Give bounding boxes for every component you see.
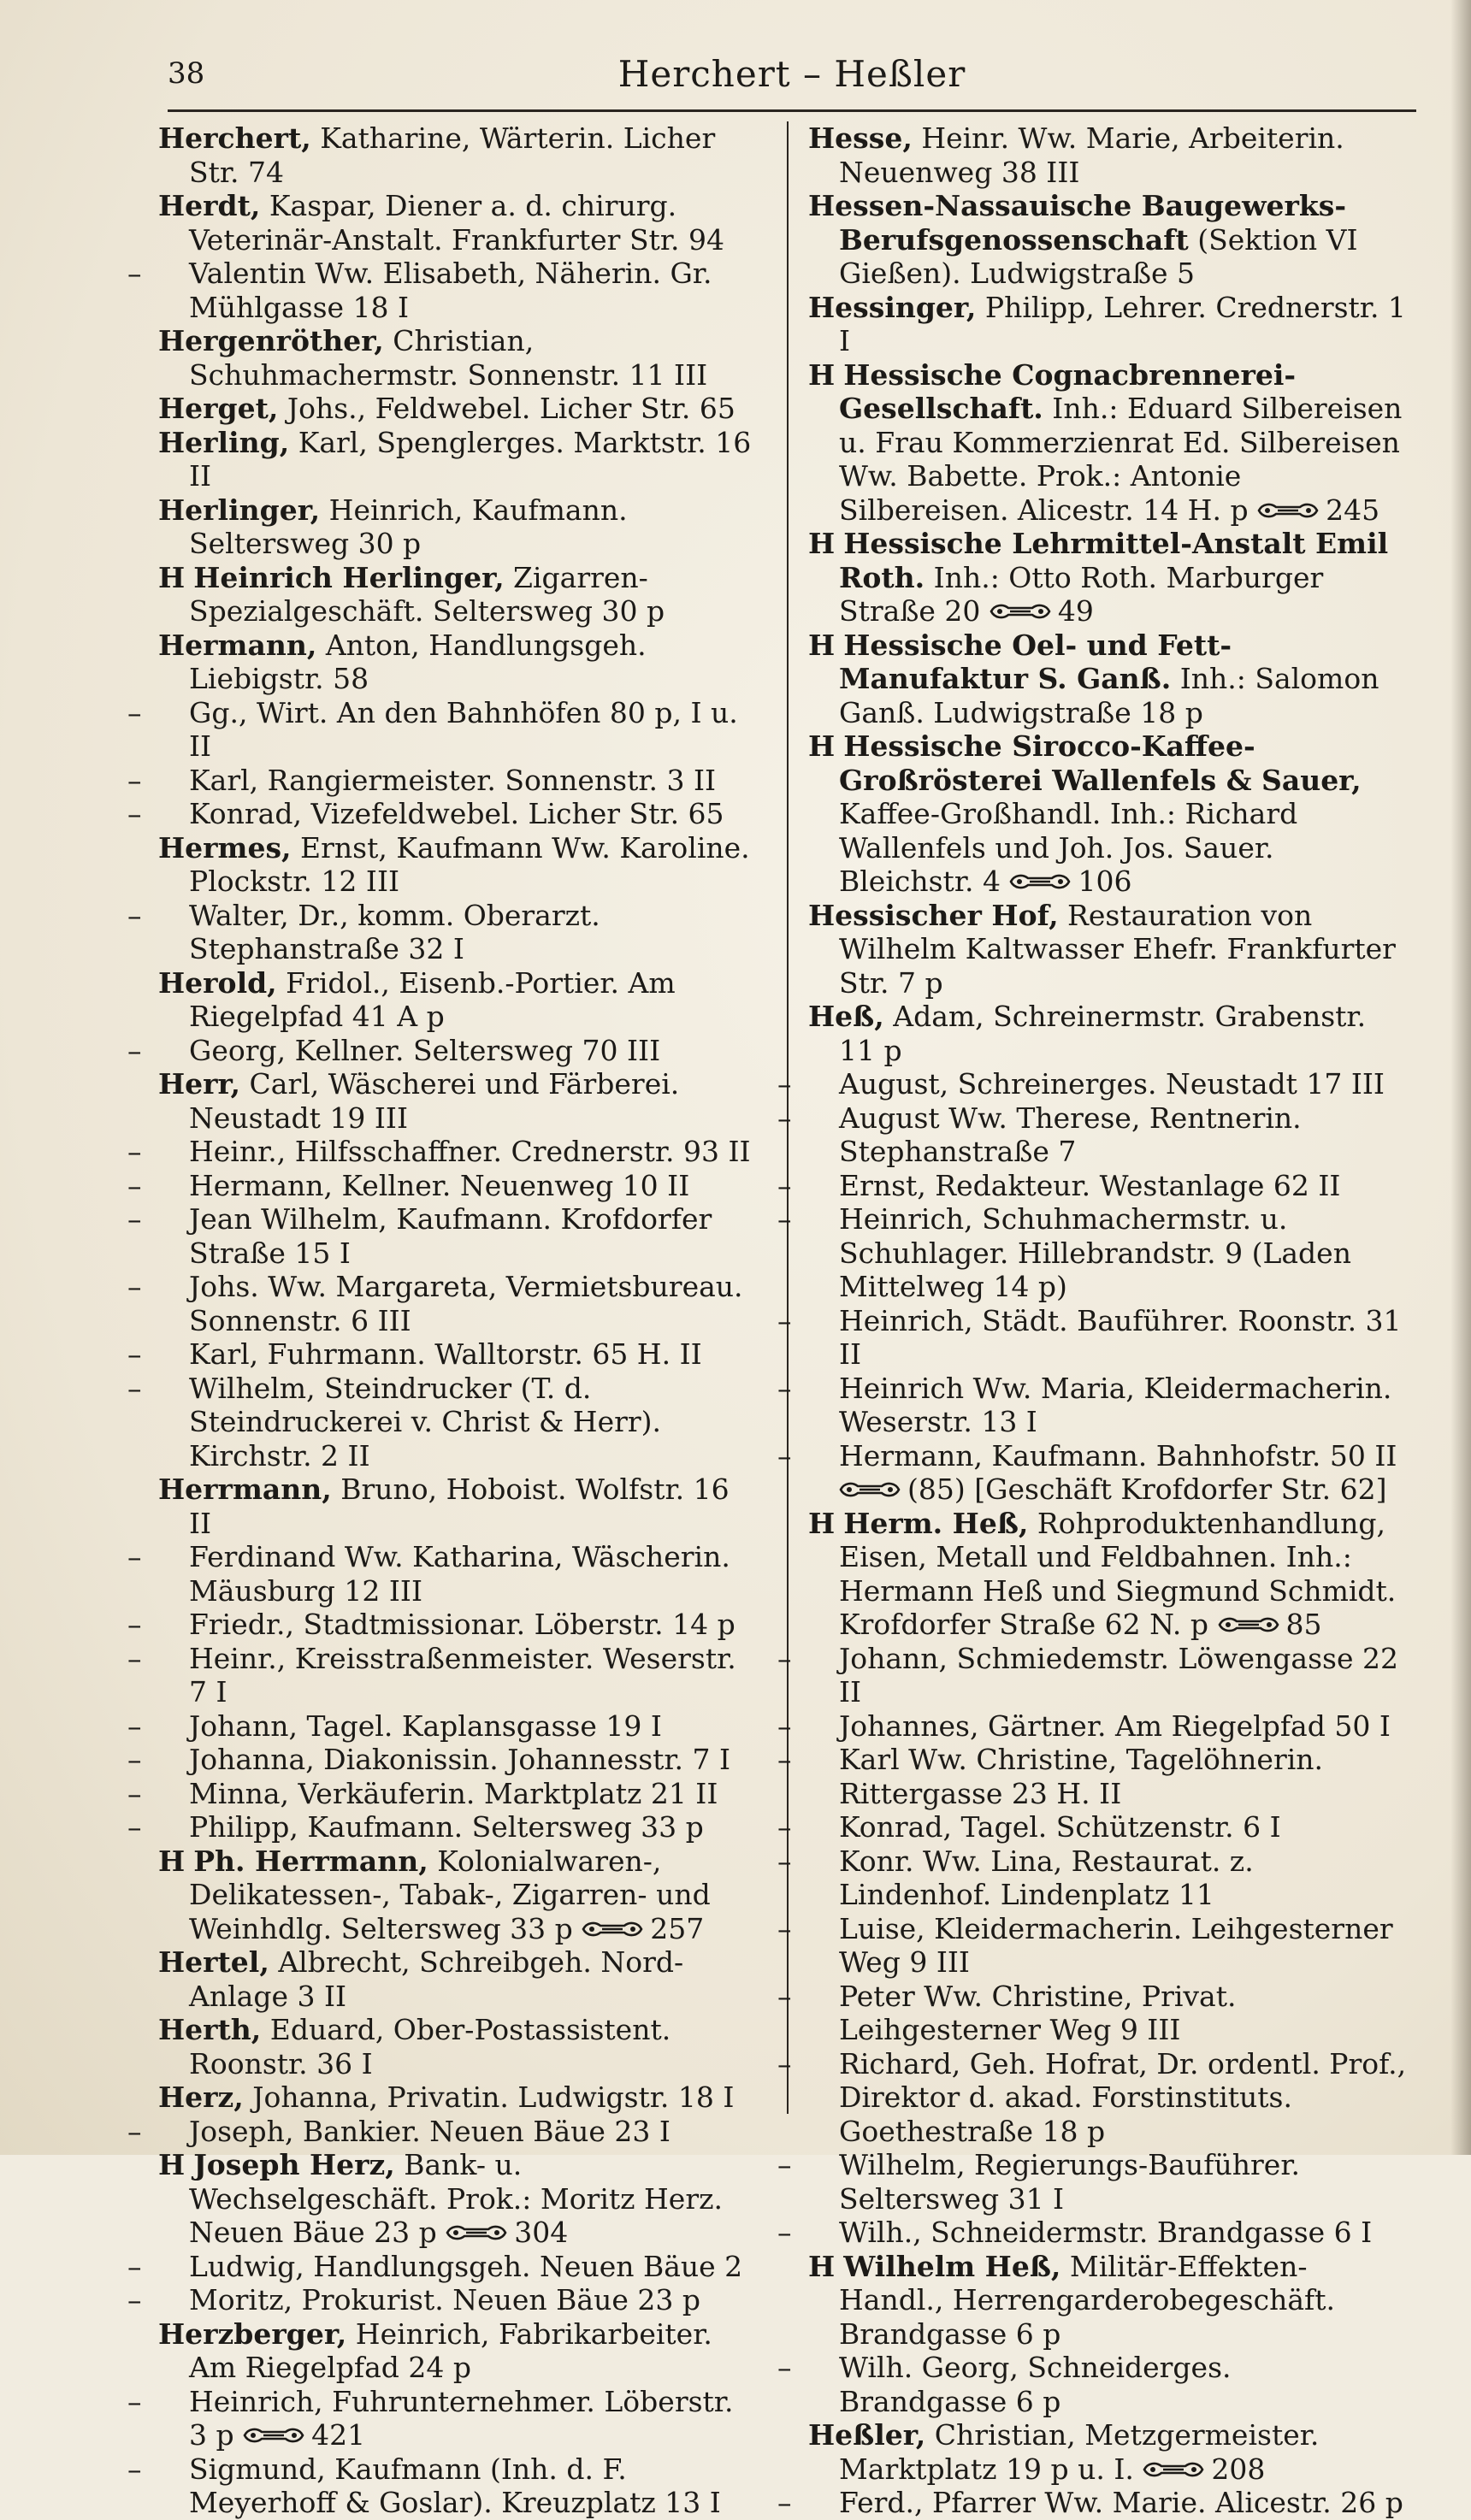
directory-entry xyxy=(777,1101,1407,1169)
running-title: Herchert – Heßler xyxy=(617,53,966,95)
entry-name: Wilhelm Heß, xyxy=(843,2249,1061,2283)
continuation-dash: – xyxy=(127,1337,142,1371)
firm-entry xyxy=(808,629,1407,730)
directory-entry xyxy=(777,2046,1407,2149)
entry-text: August Ww. Therese, Rentnerin. Stephanstraße 7 xyxy=(839,1101,1302,1168)
entry-text: Friedr., Stadtmissionar. Löberstr. 14 p xyxy=(189,1608,736,1641)
directory-entry xyxy=(158,1472,757,1540)
directory-entry xyxy=(127,695,757,764)
continuation-dash: – xyxy=(127,2114,142,2148)
directory-entry xyxy=(808,291,1407,358)
directory-entry xyxy=(777,1810,1407,1844)
directory-entry xyxy=(777,1067,1407,1101)
continuation-dash: – xyxy=(127,257,142,290)
phone-number: (85) xyxy=(907,1472,966,1506)
entry-text: Albrecht, Schreibgeh. Nord-Anlage 3 II xyxy=(189,1945,684,2013)
directory-entry xyxy=(158,831,757,899)
entry-text: Wilhelm, Regierungs-Bauführer. Seltersweg 31 I xyxy=(839,2148,1300,2216)
directory-entry xyxy=(158,966,757,1034)
firm-entry xyxy=(158,1844,757,1946)
entry-text: Johannes, Gärtner. Am Riegelpfad 50 I xyxy=(839,1709,1391,1743)
entry-text: Walter, Dr., komm. Oberarzt. Stephanstraße 32 I xyxy=(189,898,600,965)
entry-text: Eduard, Ober-Postassistent. Roonstr. 36 I xyxy=(189,2013,671,2080)
entry-text: Konr. Ww. Lina, Restaurat. z. Lindenhof. Lindenplatz 11 xyxy=(839,1844,1254,1911)
firm-entry xyxy=(808,527,1407,629)
directory-entry xyxy=(158,324,757,392)
entry-text: Moritz, Prokurist. Neuen Bäue 23 p xyxy=(189,2283,700,2316)
entry-text: Johann, Tagel. Kaplansgasse 19 I xyxy=(189,1709,662,1743)
entry-text: Ferd., Pfarrer Ww. Marie. Alicestr. 26 p xyxy=(839,2486,1403,2519)
directory-entry xyxy=(158,1067,757,1135)
directory-entry xyxy=(127,1270,757,1337)
continuation-dash: – xyxy=(777,2486,792,2519)
entry-text: Karl, Fuhrmann. Walltorstr. 65 H. II xyxy=(189,1337,702,1371)
entry-text: Wilhelm, Steindrucker (T. d. Steindruckerei v. Christ & Herr). Kirchstr. 2 II xyxy=(189,1371,662,1472)
continuation-dash: – xyxy=(127,1135,142,1168)
entry-text: Peter Ww. Christine, Privat. Leihgesterner Weg 9 III xyxy=(839,1979,1237,2046)
entry-text: Ernst, Redakteur. Westanlage 62 II xyxy=(839,1168,1341,1202)
directory-entry xyxy=(127,1135,757,1169)
directory-entry xyxy=(127,797,757,831)
entry-name: Herling, xyxy=(158,425,290,459)
header-rule xyxy=(168,109,1416,112)
directory-entry xyxy=(127,1168,757,1203)
directory-entry xyxy=(808,121,1407,189)
register-marker: H xyxy=(808,357,836,392)
directory-entry xyxy=(127,763,757,798)
entry-name: Hessische Lehrmittel-Anstalt Emil Roth. xyxy=(839,527,1389,594)
entry-text: Minna, Verkäuferin. Marktplatz 21 II xyxy=(189,1776,718,1810)
phone-number: 208 xyxy=(1211,2452,1266,2486)
entry-text: (Sektion VI Gießen). Ludwigstraße 5 xyxy=(839,222,1358,290)
entry-text: Joseph, Bankier. Neuen Bäue 23 I xyxy=(189,2114,671,2148)
continuation-dash: – xyxy=(127,2249,142,2283)
continuation-dash: – xyxy=(777,1101,792,1135)
entry-text: Johs. Ww. Margareta, Vermietsbureau. Sonnenstr. 6 III xyxy=(189,1270,743,1337)
register-marker: H xyxy=(808,628,836,662)
firm-entry xyxy=(808,729,1407,899)
entry-name: Herget, xyxy=(158,392,279,425)
continuation-dash: – xyxy=(777,1844,792,1878)
directory-entry xyxy=(777,1979,1407,2047)
entry-text: Heinr., Hilfsschaffner. Crednerstr. 93 II xyxy=(189,1135,751,1168)
telephone-handset-icon xyxy=(243,2426,304,2445)
directory-entry xyxy=(777,2216,1407,2250)
entry-text: Christian, Schuhmachermstr. Sonnenstr. 11 III xyxy=(189,324,708,392)
entry-name: Hessische Oel- und Fett-Manufaktur S. Ganß. xyxy=(839,628,1232,695)
directory-entry xyxy=(127,1641,757,1709)
entry-text: Heinrich Ww. Maria, Kleidermacherin. Weserstr. 13 I xyxy=(839,1371,1392,1438)
continuation-dash: – xyxy=(127,1270,142,1303)
directory-entry xyxy=(127,2249,757,2284)
telephone-handset-icon xyxy=(1218,1615,1279,1634)
continuation-dash: – xyxy=(777,1438,792,1472)
entry-text: Richard, Geh. Hofrat, Dr. ordentl. Prof., Direktor d. akad. Forstinstituts. Goethestraße 18 p xyxy=(839,2046,1407,2148)
continuation-dash: – xyxy=(127,2283,142,2316)
entry-name: Heinrich Herlinger, xyxy=(193,560,505,594)
directory-entry xyxy=(777,2148,1407,2216)
entry-name: Heß, xyxy=(808,1000,884,1033)
entry-text: Heinrich, Fabrikarbeiter. Am Riegelpfad 24 p xyxy=(189,2316,712,2384)
entry-text: Kaspar, Diener a. d. chirurg. Veterinär-Anstalt. Frankfurter Str. 94 xyxy=(189,189,724,257)
firm-entry xyxy=(158,2148,757,2250)
entry-text: Bruno, Hoboist. Wolfstr. 16 II xyxy=(189,1472,730,1540)
entry-text: Heinrich, Kaufmann. Seltersweg 30 p xyxy=(189,493,628,560)
entry-text: Restauration von Wilhelm Kaltwasser Ehefr. Frankfurter Str. 7 p xyxy=(839,898,1396,1000)
directory-entry xyxy=(127,1371,757,1473)
entry-text: Wilh. Georg, Schneiderges. Brandgasse 6 p xyxy=(839,2351,1232,2418)
directory-entry xyxy=(127,2452,757,2520)
entry-name: Herdt, xyxy=(158,189,261,222)
entry-text: Katharine, Wärterin. Licher Str. 74 xyxy=(189,121,716,189)
firm-entry xyxy=(158,561,757,629)
directory-entry xyxy=(127,2283,757,2317)
entry-name: Herz, xyxy=(158,2080,244,2114)
entry-text: Hermann, Kellner. Neuenweg 10 II xyxy=(189,1168,690,1202)
entry-text: Bank- u. Wechselgeschäft. Prok.: Moritz Herz. Neuen Bäue 23 p xyxy=(189,2148,723,2249)
entry-name: Hermes, xyxy=(158,830,292,865)
directory-entry xyxy=(127,1202,757,1270)
directory-entry xyxy=(127,898,757,966)
directory-entry xyxy=(127,1608,757,1642)
continuation-dash: – xyxy=(777,2216,792,2249)
continuation-dash: – xyxy=(777,1641,792,1675)
directory-entry xyxy=(127,2384,757,2452)
directory-entry xyxy=(777,1911,1407,1980)
entry-text: Johann, Schmiedemstr. Löwengasse 22 II xyxy=(839,1641,1398,1709)
directory-entry xyxy=(158,2317,757,2385)
entry-text: Carl, Wäscherei und Färberei. Neustadt 19 III xyxy=(189,1067,680,1135)
telephone-handset-icon xyxy=(1143,2460,1204,2479)
continuation-dash: – xyxy=(127,2452,142,2486)
directory-entry xyxy=(127,1337,757,1372)
directory-entry xyxy=(777,1438,1407,1507)
entry-text: Johs., Feldwebel. Licher Str. 65 xyxy=(278,392,736,425)
directory-entry xyxy=(127,1743,757,1777)
entry-text: Johanna, Privatin. Ludwigstr. 18 I xyxy=(243,2080,735,2114)
continuation-dash: – xyxy=(127,1540,142,1573)
continuation-dash: – xyxy=(127,695,142,729)
page-number: 38 xyxy=(168,56,205,91)
register-marker: H xyxy=(808,527,836,560)
phone-number: 49 xyxy=(1057,594,1094,628)
entry-text: Rohproduktenhandlung, Eisen, Metall und Feldbahnen. Inh.: Hermann Heß und Siegmund Schmidt. Krofdorfer Straße 62 N. p xyxy=(839,1506,1397,1641)
entry-text: Ernst, Kaufmann Ww. Karoline. Plockstr. 12 III xyxy=(189,830,750,898)
continuation-dash: – xyxy=(127,2384,142,2418)
register-marker: H xyxy=(158,2148,186,2181)
entry-text: Inh.: Eduard Silbereisen u. Frau Kommerzienrat Ed. Silbereisen Ww. Babette. Prok.: Antonie Silbereisen. Alicestr. 14 H. p xyxy=(839,392,1403,527)
entry-name: Hesse, xyxy=(808,121,913,155)
firm-entry xyxy=(808,2250,1407,2352)
continuation-dash: – xyxy=(777,1911,792,1945)
phone-number: 257 xyxy=(650,1911,705,1945)
register-marker: H xyxy=(158,560,186,594)
continuation-dash: – xyxy=(127,1371,142,1405)
entry-text: Kaffee-Großhandl. Inh.: Richard Wallenfels und Joh. Jos. Sauer. Bleichstr. 4 xyxy=(839,797,1298,898)
entry-name: Ph. Herrmann, xyxy=(193,1844,428,1878)
page-edge-shadow xyxy=(1450,0,1471,2155)
continuation-dash: – xyxy=(127,1168,142,1202)
entry-name: Hertel, xyxy=(158,1945,269,1979)
directory-entry xyxy=(127,1540,757,1608)
directory-entry xyxy=(808,189,1407,291)
continuation-dash: – xyxy=(127,1709,142,1743)
directory-entry xyxy=(127,1033,757,1068)
entry-text: Karl, Rangiermeister. Sonnenstr. 3 II xyxy=(189,763,717,797)
register-marker: H xyxy=(808,2249,836,2283)
directory-entry xyxy=(127,1810,757,1844)
entry-text: Anton, Handlungsgeh. Liebigstr. 58 xyxy=(189,628,647,695)
entry-text: Gg., Wirt. An den Bahnhöfen 80 p, I u. II xyxy=(189,695,738,763)
entry-name: Hessische Sirocco-Kaffee-Großrösterei Wallenfels & Sauer, xyxy=(839,729,1362,797)
directory-entry xyxy=(158,121,757,189)
directory-entry xyxy=(777,1641,1407,1709)
continuation-dash: – xyxy=(127,1202,142,1236)
continuation-dash: – xyxy=(777,1371,792,1405)
directory-entry xyxy=(158,392,757,426)
phone-number: 85 xyxy=(1285,1608,1322,1641)
directory-entry xyxy=(158,2013,757,2080)
continuation-dash: – xyxy=(127,1033,142,1067)
entry-text: Heinrich, Fuhrunternehmer. Löberstr. 3 p xyxy=(189,2384,734,2452)
entry-name: Herrmann, xyxy=(158,1472,332,1506)
directory-entry xyxy=(158,2080,757,2115)
entry-name: Hessischer Hof, xyxy=(808,898,1059,932)
entry-text: Konrad, Vizefeldwebel. Licher Str. 65 xyxy=(189,797,724,830)
directory-entry xyxy=(808,899,1407,1000)
right-column xyxy=(777,121,1407,2519)
entry-name: Herth, xyxy=(158,2013,262,2046)
entry-text: Kolonialwaren-, Delikatessen-, Tabak-, Zigarren- und Weinhdlg. Seltersweg 33 p xyxy=(189,1844,711,1945)
entry-text: Valentin Ww. Elisabeth, Näherin. Gr. Mühlgasse 18 I xyxy=(189,257,712,324)
entry-name: Herr, xyxy=(158,1067,241,1101)
entry-text: Karl Ww. Christine, Tagelöhnerin. Rittergasse 23 H. II xyxy=(839,1743,1324,1810)
entry-name: Hergenröther, xyxy=(158,324,384,357)
entry-name: Herold, xyxy=(158,965,277,1000)
continuation-dash: – xyxy=(777,1303,792,1337)
entry-text: Fridol., Eisenb.-Portier. Am Riegelpfad 41 A p xyxy=(189,965,676,1033)
entry-text: Karl, Spenglerges. Marktstr. 16 II xyxy=(189,425,752,493)
firm-entry xyxy=(808,1507,1407,1642)
directory-entry xyxy=(808,2418,1407,2486)
entry-text: Jean Wilhelm, Kaufmann. Krofdorfer Straße 15 I xyxy=(189,1202,712,1270)
phone-number: 245 xyxy=(1326,493,1380,527)
continuation-dash: – xyxy=(127,1608,142,1641)
directory-entry xyxy=(777,1303,1407,1372)
entry-name: Herm. Heß, xyxy=(843,1506,1029,1540)
phone-number: 304 xyxy=(514,2216,569,2249)
entry-text: Luise, Kleidermacherin. Leihgesterner Weg 9 III xyxy=(839,1911,1393,1979)
telephone-handset-icon xyxy=(1009,872,1071,891)
entry-name: Herlinger, xyxy=(158,493,321,527)
entry-text: Inh.: Otto Roth. Marburger Straße 20 xyxy=(839,560,1324,628)
register-marker: H xyxy=(808,1506,836,1540)
directory-entry xyxy=(127,1776,757,1811)
continuation-dash: – xyxy=(127,797,142,830)
continuation-dash: – xyxy=(127,1776,142,1810)
continuation-dash: – xyxy=(127,1743,142,1776)
directory-entry xyxy=(777,1168,1407,1203)
continuation-dash: – xyxy=(777,1743,792,1776)
continuation-dash: – xyxy=(777,2046,792,2080)
entry-text-after: [Geschäft Krofdorfer Str. 62] xyxy=(965,1472,1387,1506)
directory-entry xyxy=(777,1844,1407,1912)
entry-text: Heinr. Ww. Marie, Arbeiterin. Neuenweg 38 III xyxy=(839,121,1344,189)
continuation-dash: – xyxy=(777,1979,792,2013)
continuation-dash: – xyxy=(127,1810,142,1844)
entry-text: Christian, Metzgermeister. Marktplatz 19 p u. I. xyxy=(839,2418,1320,2486)
entry-text: Wilh., Schneidermstr. Brandgasse 6 I xyxy=(839,2216,1373,2249)
entry-name: Joseph Herz, xyxy=(193,2148,395,2181)
entry-name: Hessinger, xyxy=(808,290,977,324)
entry-text: Adam, Schreinermstr. Grabenstr. 11 p xyxy=(839,1000,1367,1067)
directory-entry xyxy=(127,2114,757,2149)
continuation-dash: – xyxy=(777,2148,792,2181)
directory-entry xyxy=(158,493,757,561)
directory-entry xyxy=(777,1371,1407,1439)
directory-entry xyxy=(158,426,757,493)
entry-text: Heinrich, Städt. Bauführer. Roonstr. 31 II xyxy=(839,1303,1402,1371)
telephone-handset-icon xyxy=(1257,501,1319,520)
entry-text: Inh.: Salomon Ganß. Ludwigstraße 18 p xyxy=(839,662,1379,729)
entry-name: Herchert, xyxy=(158,121,311,155)
entry-text: Heinr., Kreisstraßenmeister. Weserstr. 7 I xyxy=(189,1641,736,1709)
directory-entry xyxy=(777,2351,1407,2418)
continuation-dash: – xyxy=(127,763,142,797)
entry-text: Ludwig, Handlungsgeh. Neuen Bäue 2 xyxy=(189,2249,743,2283)
directory-entry xyxy=(777,1743,1407,1810)
directory-entry xyxy=(127,1709,757,1744)
entry-name: Hessische Cognacbrennerei-Gesellschaft. xyxy=(839,357,1297,425)
entry-text: Konrad, Tagel. Schützenstr. 6 I xyxy=(839,1810,1281,1844)
continuation-dash: – xyxy=(777,2351,792,2384)
directory-entry xyxy=(158,629,757,696)
register-marker: H xyxy=(808,729,836,763)
entry-text: Philipp, Kaufmann. Seltersweg 33 p xyxy=(189,1810,704,1844)
telephone-handset-icon xyxy=(582,1920,643,1939)
continuation-dash: – xyxy=(777,1202,792,1236)
continuation-dash: – xyxy=(777,1067,792,1101)
directory-entry xyxy=(777,2486,1407,2520)
telephone-handset-icon xyxy=(446,2223,507,2242)
register-marker: H xyxy=(158,1844,186,1878)
entry-text: August, Schreinerges. Neustadt 17 III xyxy=(839,1067,1385,1101)
entry-text: Hermann, Kaufmann. Bahnhofstr. 50 II xyxy=(839,1438,1397,1472)
entry-name: Hessen-Nassauische Baugewerks-Berufsgenossenschaft xyxy=(808,189,1347,257)
entry-name: Hermann, xyxy=(158,628,317,662)
directory-entry xyxy=(158,1945,757,2013)
continuation-dash: – xyxy=(777,1810,792,1844)
continuation-dash: – xyxy=(777,1709,792,1743)
firm-entry xyxy=(808,358,1407,528)
page-header xyxy=(168,50,1416,111)
continuation-dash: – xyxy=(777,1168,792,1202)
entry-text: Philipp, Lehrer. Crednerstr. 1 I xyxy=(839,290,1406,357)
entry-text: Sigmund, Kaufmann (Inh. d. F. Meyerhoff & Goslar). Kreuzplatz 13 I xyxy=(189,2452,721,2519)
directory-entry xyxy=(127,257,757,324)
continuation-dash: – xyxy=(127,1641,142,1675)
entry-text: Militär-Effekten-Handl., Herrengarderobegeschäft. Brandgasse 6 p xyxy=(839,2249,1335,2351)
entry-text: Ferdinand Ww. Katharina, Wäscherin. Mäusburg 12 III xyxy=(189,1540,730,1608)
continuation-dash: – xyxy=(127,898,142,932)
phone-number: 106 xyxy=(1078,865,1132,898)
directory-entry xyxy=(158,189,757,257)
telephone-handset-icon xyxy=(990,602,1051,621)
directory-entry xyxy=(808,1000,1407,1067)
phone-number: 421 xyxy=(311,2418,366,2452)
entry-name: Heßler, xyxy=(808,2418,926,2452)
entry-text: Zigarren-Spezialgeschäft. Seltersweg 30 p xyxy=(189,560,665,628)
directory-entry xyxy=(777,1709,1407,1744)
directory-entry xyxy=(777,1202,1407,1304)
entry-name: Herzberger, xyxy=(158,2316,347,2351)
left-column xyxy=(127,121,757,2519)
entry-text: Johanna, Diakonissin. Johannesstr. 7 I xyxy=(189,1743,731,1776)
entry-text: Heinrich, Schuhmachermstr. u. Schuhlager. Hillebrandstr. 9 (Laden Mittelweg 14 p) xyxy=(839,1202,1351,1303)
entry-text: Georg, Kellner. Seltersweg 70 III xyxy=(189,1033,661,1067)
telephone-handset-icon xyxy=(839,1480,901,1499)
